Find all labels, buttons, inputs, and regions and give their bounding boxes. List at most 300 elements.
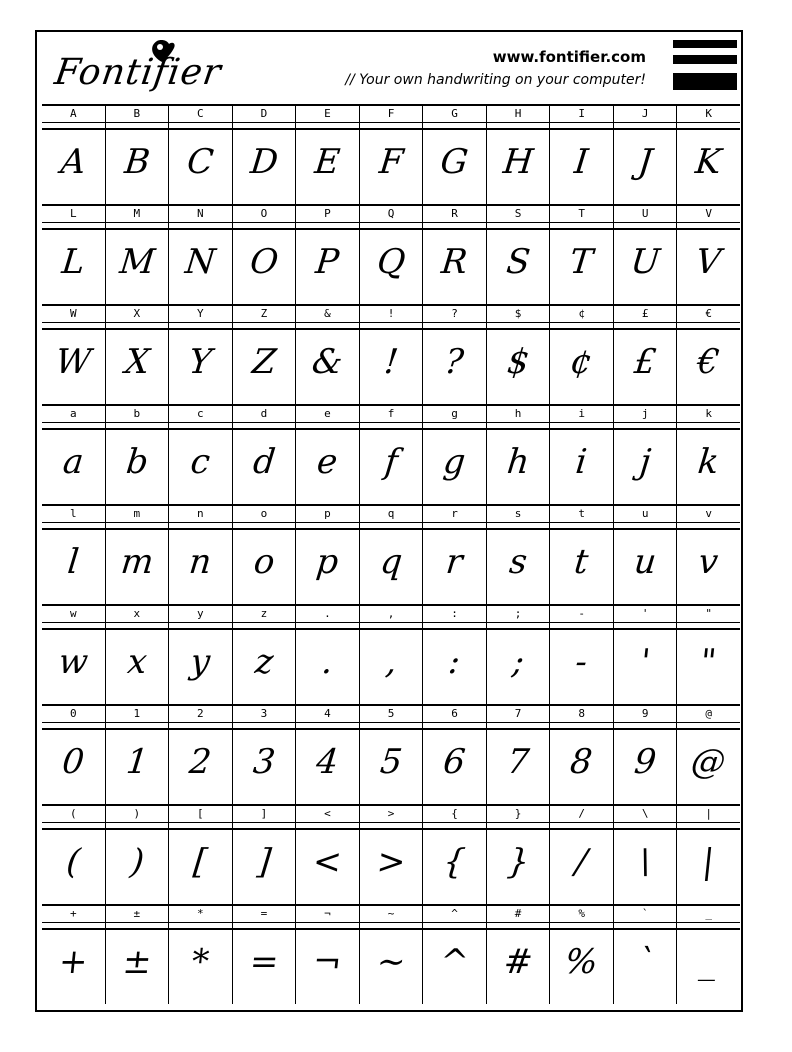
glyph-cell bbox=[550, 922, 614, 1004]
handwritten-glyph: ` bbox=[634, 942, 656, 982]
glyph-cell bbox=[677, 822, 740, 904]
label-strip bbox=[42, 106, 740, 123]
character-label: L bbox=[42, 206, 106, 222]
handwritten-glyph: ~ bbox=[374, 942, 408, 982]
handwritten-glyph: D bbox=[248, 142, 280, 182]
character-label: U bbox=[614, 206, 678, 222]
character-label: Y bbox=[169, 306, 233, 322]
handwritten-glyph: = bbox=[247, 942, 281, 982]
glyph-row bbox=[42, 304, 740, 404]
glyph-cell bbox=[296, 522, 360, 604]
glyph-cell bbox=[42, 622, 106, 704]
handwritten-glyph: W bbox=[53, 342, 93, 382]
glyph-cell bbox=[487, 122, 551, 204]
handwritten-glyph: i bbox=[574, 442, 590, 482]
glyph-cell bbox=[614, 422, 678, 504]
character-label: / bbox=[550, 806, 614, 822]
handwritten-glyph: , bbox=[383, 642, 399, 682]
character-label: O bbox=[233, 206, 297, 222]
character-label: - bbox=[550, 606, 614, 622]
character-label: w bbox=[42, 606, 106, 622]
character-label: $ bbox=[487, 306, 551, 322]
handwritten-glyph: X bbox=[122, 342, 152, 382]
glyph-strip bbox=[42, 322, 740, 404]
glyph-row bbox=[42, 904, 740, 1004]
character-grid bbox=[42, 104, 740, 1004]
label-strip bbox=[42, 306, 740, 323]
label-strip bbox=[42, 906, 740, 923]
glyph-cell bbox=[169, 322, 233, 404]
handwritten-glyph: { bbox=[441, 842, 468, 882]
character-label: X bbox=[106, 306, 170, 322]
handwritten-glyph: £ bbox=[632, 342, 659, 382]
character-label: £ bbox=[614, 306, 678, 322]
glyph-cell bbox=[169, 622, 233, 704]
character-label: 6 bbox=[423, 706, 487, 722]
character-label: @ bbox=[705, 707, 713, 720]
character-label: b bbox=[106, 406, 170, 422]
glyph-cell bbox=[487, 422, 551, 504]
glyph-cell bbox=[423, 722, 487, 804]
handwritten-glyph: M bbox=[117, 242, 157, 282]
glyph-cell bbox=[677, 522, 740, 604]
glyph-cell bbox=[106, 222, 170, 304]
handwritten-glyph: _ bbox=[698, 942, 720, 982]
handwritten-glyph: n bbox=[187, 542, 214, 582]
handwritten-glyph: 5 bbox=[378, 742, 404, 782]
glyph-cell bbox=[677, 222, 740, 304]
handwritten-glyph: p bbox=[314, 542, 341, 582]
handwritten-glyph: R bbox=[439, 242, 470, 282]
handwritten-glyph: m bbox=[118, 542, 156, 582]
character-label: = bbox=[233, 906, 297, 922]
glyph-cell bbox=[487, 322, 551, 404]
glyph-strip bbox=[42, 122, 740, 204]
fontifier-template-sheet bbox=[35, 30, 743, 1012]
glyph-cell bbox=[487, 822, 551, 904]
handwritten-glyph: ^ bbox=[438, 942, 471, 982]
handwritten-glyph: ' bbox=[638, 642, 652, 682]
character-label: G bbox=[423, 106, 487, 122]
character-label: ¬ bbox=[296, 906, 360, 922]
handwritten-glyph: V bbox=[694, 242, 724, 282]
glyph-cell bbox=[677, 422, 740, 504]
character-label: C bbox=[169, 106, 233, 122]
character-label: i bbox=[550, 406, 614, 422]
handwritten-glyph: u bbox=[632, 542, 659, 582]
character-label: : bbox=[423, 606, 487, 622]
character-label: D bbox=[233, 106, 297, 122]
glyph-cell bbox=[677, 922, 740, 1004]
glyph-cell bbox=[106, 922, 170, 1004]
handwritten-glyph: ! bbox=[382, 342, 400, 382]
handwritten-glyph: O bbox=[247, 242, 280, 282]
handwritten-glyph: e bbox=[315, 442, 340, 482]
handwritten-glyph: @ bbox=[689, 742, 728, 782]
handwritten-glyph: K bbox=[693, 142, 724, 182]
handwritten-glyph: > bbox=[374, 842, 408, 882]
character-label: a bbox=[42, 406, 106, 422]
glyph-cell bbox=[614, 122, 678, 204]
character-label: q bbox=[360, 506, 424, 522]
glyph-cell bbox=[614, 622, 678, 704]
handwritten-glyph: S bbox=[504, 242, 532, 282]
character-label: W bbox=[42, 306, 106, 322]
glyph-cell bbox=[296, 622, 360, 704]
character-label: > bbox=[360, 806, 424, 822]
glyph-cell bbox=[106, 422, 170, 504]
character-label: % bbox=[550, 906, 614, 922]
glyph-cell bbox=[550, 222, 614, 304]
glyph-cell bbox=[423, 222, 487, 304]
handwritten-glyph: s bbox=[507, 542, 529, 582]
character-label: r bbox=[423, 506, 487, 522]
glyph-cell bbox=[677, 622, 740, 704]
glyph-cell bbox=[614, 522, 678, 604]
character-label: 5 bbox=[360, 706, 424, 722]
character-label: s bbox=[487, 506, 551, 522]
glyph-cell bbox=[296, 322, 360, 404]
character-label: p bbox=[296, 506, 360, 522]
handwritten-glyph: ? bbox=[443, 342, 466, 382]
handwritten-glyph: k bbox=[696, 442, 722, 482]
character-label: 4 bbox=[296, 706, 360, 722]
glyph-cell bbox=[360, 122, 424, 204]
handwritten-glyph: N bbox=[183, 242, 218, 282]
glyph-cell bbox=[42, 922, 106, 1004]
character-label: ¢ bbox=[550, 306, 614, 322]
handwritten-glyph: . bbox=[319, 642, 335, 682]
character-label: | bbox=[705, 807, 713, 820]
handwritten-glyph: l bbox=[65, 542, 81, 582]
character-label: l bbox=[42, 506, 106, 522]
handwritten-glyph: < bbox=[311, 842, 344, 882]
character-label: Q bbox=[360, 206, 424, 222]
handwritten-glyph: ± bbox=[120, 942, 154, 982]
glyph-cell bbox=[423, 322, 487, 404]
glyph-cell bbox=[169, 122, 233, 204]
handwritten-glyph: P bbox=[313, 242, 342, 282]
handwritten-glyph: f bbox=[382, 442, 400, 482]
header-stripes bbox=[673, 40, 737, 90]
glyph-cell bbox=[233, 622, 297, 704]
label-strip bbox=[42, 706, 740, 723]
glyph-cell bbox=[487, 622, 551, 704]
character-label: I bbox=[550, 106, 614, 122]
character-label: ^ bbox=[423, 906, 487, 922]
character-label: ' bbox=[614, 606, 678, 622]
character-label: ) bbox=[106, 806, 170, 822]
glyph-cell bbox=[233, 122, 297, 204]
character-label: 8 bbox=[550, 706, 614, 722]
handwritten-glyph: ¬ bbox=[311, 942, 344, 982]
glyph-row bbox=[42, 204, 740, 304]
handwritten-glyph: 8 bbox=[568, 742, 595, 782]
glyph-cell bbox=[106, 522, 170, 604]
character-label: g bbox=[423, 406, 487, 422]
character-label: M bbox=[106, 206, 170, 222]
glyph-cell bbox=[550, 622, 614, 704]
character-label: # bbox=[487, 906, 551, 922]
character-label: + bbox=[42, 906, 106, 922]
glyph-row bbox=[42, 704, 740, 804]
handwritten-glyph: 1 bbox=[123, 742, 150, 782]
character-label: 3 bbox=[233, 706, 297, 722]
glyph-cell bbox=[423, 622, 487, 704]
glyph-cell bbox=[169, 722, 233, 804]
handwritten-glyph: U bbox=[628, 242, 662, 282]
character-label: z bbox=[233, 606, 297, 622]
character-label: [ bbox=[169, 806, 233, 822]
label-strip bbox=[42, 206, 740, 223]
glyph-cell bbox=[106, 822, 170, 904]
glyph-cell bbox=[42, 222, 106, 304]
glyph-cell bbox=[233, 922, 297, 1004]
character-label: \ bbox=[614, 806, 678, 822]
handwritten-glyph: " bbox=[698, 642, 719, 682]
glyph-cell bbox=[550, 722, 614, 804]
handwritten-glyph: | bbox=[700, 842, 717, 882]
character-label: 7 bbox=[487, 706, 551, 722]
glyph-cell bbox=[360, 222, 424, 304]
character-label: € bbox=[705, 307, 713, 320]
handwritten-glyph: + bbox=[56, 942, 90, 982]
glyph-cell bbox=[296, 422, 360, 504]
character-label: ( bbox=[42, 806, 106, 822]
character-label: ? bbox=[423, 306, 487, 322]
glyph-cell bbox=[360, 822, 424, 904]
glyph-cell bbox=[42, 122, 106, 204]
glyph-cell bbox=[423, 522, 487, 604]
glyph-cell bbox=[423, 422, 487, 504]
handwritten-glyph: H bbox=[501, 142, 536, 182]
character-label: 2 bbox=[169, 706, 233, 722]
handwritten-glyph: € bbox=[695, 342, 722, 382]
character-label: ! bbox=[360, 306, 424, 322]
glyph-cell bbox=[42, 522, 106, 604]
glyph-cell bbox=[106, 122, 170, 204]
handwritten-glyph: $ bbox=[505, 342, 532, 382]
glyph-cell bbox=[360, 622, 424, 704]
handwritten-glyph: G bbox=[438, 142, 471, 182]
glyph-strip bbox=[42, 622, 740, 704]
handwritten-glyph: Z bbox=[249, 342, 278, 382]
handwritten-glyph: o bbox=[251, 542, 277, 582]
glyph-cell bbox=[677, 322, 740, 404]
glyph-cell bbox=[106, 622, 170, 704]
handwritten-glyph: g bbox=[441, 442, 468, 482]
label-strip bbox=[42, 806, 740, 823]
glyph-cell bbox=[42, 322, 106, 404]
glyph-row bbox=[42, 604, 740, 704]
glyph-cell bbox=[106, 722, 170, 804]
handwritten-glyph: y bbox=[188, 642, 213, 682]
handwritten-glyph: / bbox=[573, 842, 590, 882]
handwritten-glyph: E bbox=[312, 142, 342, 182]
glyph-row bbox=[42, 104, 740, 204]
character-label: F bbox=[360, 106, 424, 122]
handwritten-glyph: : bbox=[446, 642, 463, 682]
handwritten-glyph: } bbox=[505, 842, 532, 882]
character-label: N bbox=[169, 206, 233, 222]
glyph-cell bbox=[169, 422, 233, 504]
character-label: P bbox=[296, 206, 360, 222]
character-label: A bbox=[42, 106, 106, 122]
character-label: t bbox=[550, 506, 614, 522]
character-label: o bbox=[233, 506, 297, 522]
glyph-strip bbox=[42, 422, 740, 504]
handwritten-glyph: a bbox=[61, 442, 86, 482]
character-label: 1 bbox=[106, 706, 170, 722]
handwritten-glyph: q bbox=[378, 542, 404, 582]
handwritten-glyph: # bbox=[501, 942, 535, 982]
label-strip bbox=[42, 606, 740, 623]
glyph-cell bbox=[169, 522, 233, 604]
character-label: H bbox=[487, 106, 551, 122]
handwritten-glyph: % bbox=[563, 942, 600, 982]
glyph-strip bbox=[42, 722, 740, 804]
glyph-cell bbox=[550, 322, 614, 404]
character-label: V bbox=[705, 207, 713, 220]
glyph-cell bbox=[550, 822, 614, 904]
character-label: v bbox=[705, 507, 713, 520]
handwritten-glyph: ] bbox=[255, 842, 273, 882]
glyph-cell bbox=[42, 422, 106, 504]
character-label: Z bbox=[233, 306, 297, 322]
glyph-cell bbox=[487, 222, 551, 304]
glyph-strip bbox=[42, 922, 740, 1004]
handwritten-glyph: w bbox=[56, 642, 90, 682]
handwritten-glyph: B bbox=[122, 142, 152, 182]
glyph-cell bbox=[360, 522, 424, 604]
handwritten-glyph: ( bbox=[64, 842, 83, 882]
character-label: ` bbox=[614, 906, 678, 922]
character-label: h bbox=[487, 406, 551, 422]
glyph-cell bbox=[360, 422, 424, 504]
glyph-cell bbox=[360, 722, 424, 804]
handwritten-glyph: C bbox=[185, 142, 216, 182]
handwritten-glyph: 2 bbox=[187, 742, 214, 782]
glyph-row bbox=[42, 404, 740, 504]
glyph-cell bbox=[614, 722, 678, 804]
glyph-cell bbox=[169, 922, 233, 1004]
handwritten-glyph: Y bbox=[187, 342, 214, 382]
glyph-cell bbox=[614, 322, 678, 404]
character-label: ± bbox=[106, 906, 170, 922]
glyph-cell bbox=[169, 222, 233, 304]
glyph-cell bbox=[360, 922, 424, 1004]
label-strip bbox=[42, 506, 740, 523]
glyph-cell bbox=[550, 422, 614, 504]
handwritten-glyph: h bbox=[505, 442, 532, 482]
character-label: 0 bbox=[42, 706, 106, 722]
glyph-cell bbox=[42, 722, 106, 804]
character-label: { bbox=[423, 806, 487, 822]
glyph-cell bbox=[487, 522, 551, 604]
handwritten-glyph: I bbox=[572, 142, 591, 182]
glyph-cell bbox=[233, 722, 297, 804]
character-label: " bbox=[705, 607, 713, 620]
handwritten-glyph: r bbox=[444, 542, 465, 582]
character-label: j bbox=[614, 406, 678, 422]
character-label: e bbox=[296, 406, 360, 422]
site-url: www.fontifier.com bbox=[492, 48, 646, 66]
character-label: B bbox=[106, 106, 170, 122]
glyph-cell bbox=[550, 122, 614, 204]
character-label: E bbox=[296, 106, 360, 122]
character-label: k bbox=[705, 407, 713, 420]
character-label: d bbox=[233, 406, 297, 422]
character-label: _ bbox=[705, 907, 713, 920]
character-label: S bbox=[487, 206, 551, 222]
glyph-cell bbox=[677, 722, 740, 804]
character-label: 9 bbox=[614, 706, 678, 722]
character-label: . bbox=[296, 606, 360, 622]
glyph-cell bbox=[360, 322, 424, 404]
glyph-strip bbox=[42, 822, 740, 904]
handwritten-glyph: J bbox=[636, 142, 655, 182]
glyph-cell bbox=[233, 522, 297, 604]
handwritten-glyph: \ bbox=[637, 842, 654, 882]
glyph-cell bbox=[296, 722, 360, 804]
character-label: < bbox=[296, 806, 360, 822]
character-label: ] bbox=[233, 806, 297, 822]
glyph-cell bbox=[614, 822, 678, 904]
handwritten-glyph: j bbox=[637, 442, 653, 482]
glyph-cell bbox=[233, 222, 297, 304]
glyph-cell bbox=[233, 322, 297, 404]
character-label: & bbox=[296, 306, 360, 322]
handwritten-glyph: 9 bbox=[632, 742, 659, 782]
glyph-cell bbox=[296, 822, 360, 904]
glyph-cell bbox=[487, 922, 551, 1004]
glyph-cell bbox=[296, 922, 360, 1004]
handwritten-glyph: c bbox=[188, 442, 212, 482]
handwritten-glyph: b bbox=[123, 442, 150, 482]
handwritten-glyph: 0 bbox=[60, 742, 87, 782]
glyph-cell bbox=[169, 822, 233, 904]
character-label: } bbox=[487, 806, 551, 822]
character-label: u bbox=[614, 506, 678, 522]
handwritten-glyph: z bbox=[252, 642, 275, 682]
handwritten-glyph: & bbox=[310, 342, 345, 382]
handwritten-glyph: L bbox=[59, 242, 87, 282]
glyph-cell bbox=[423, 122, 487, 204]
handwritten-glyph: 4 bbox=[314, 742, 341, 782]
glyph-row bbox=[42, 804, 740, 904]
glyph-cell bbox=[423, 922, 487, 1004]
sheet-header bbox=[37, 32, 741, 104]
character-label: J bbox=[614, 106, 678, 122]
character-label: ; bbox=[487, 606, 551, 622]
handwritten-glyph: T bbox=[568, 242, 596, 282]
handwritten-glyph: ) bbox=[128, 842, 146, 882]
glyph-cell bbox=[233, 422, 297, 504]
handwritten-glyph: ¢ bbox=[568, 342, 595, 382]
character-label: R bbox=[423, 206, 487, 222]
character-label: m bbox=[106, 506, 170, 522]
handwritten-glyph: 3 bbox=[250, 742, 277, 782]
label-strip bbox=[42, 406, 740, 423]
handwritten-glyph: - bbox=[573, 642, 590, 682]
glyph-cell bbox=[42, 822, 106, 904]
handwritten-glyph: F bbox=[377, 142, 405, 182]
character-label: K bbox=[705, 107, 713, 120]
handwritten-glyph: [ bbox=[191, 842, 210, 882]
glyph-cell bbox=[233, 822, 297, 904]
handwritten-glyph: Q bbox=[374, 242, 408, 282]
glyph-row bbox=[42, 504, 740, 604]
